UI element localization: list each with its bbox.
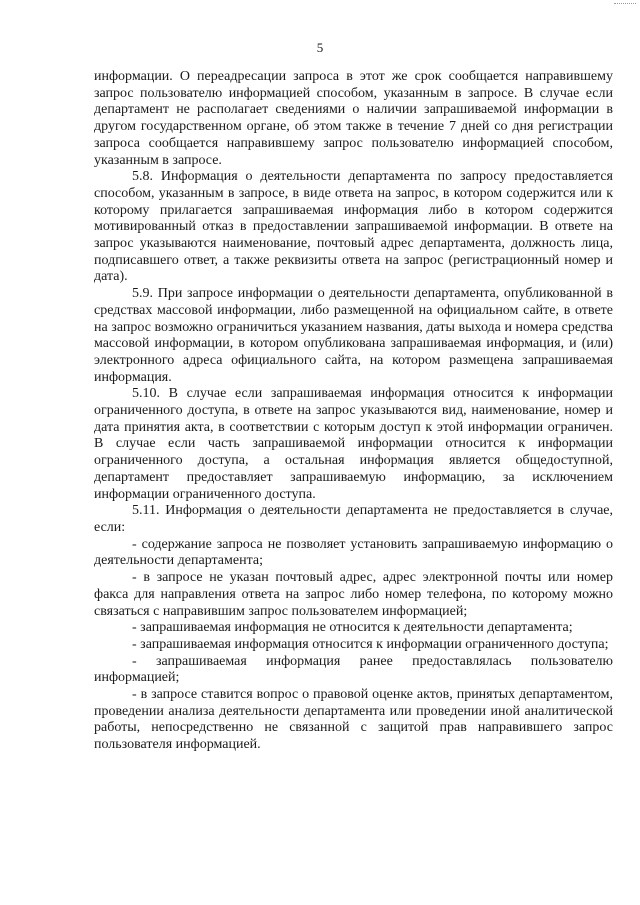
paragraph-continuation: информации. О переадресации запроса в этот же срок сообщается направившему запрос пользователю информацией способом, указанным в запросе. В случае если департамент не располагает сведениями о наличии запрашиваемой информации в другом государственном органе, об этом также в течение 7 дней со дня регистрации запроса сообщается направившему запрос пользователю информацией способом, указанным в запросе.: [94, 69, 613, 168]
list-item: - запрашиваемая информация относится к информации ограниченного доступа;: [132, 636, 609, 652]
list-item: - в запросе не указан почтовый адрес, адрес электронной почты или номер факса для направления ответа на запрос либо номер телефона, по которому можно связаться с направившим запрос пользователем информацией;: [94, 570, 613, 619]
paragraph-5-10: 5.10. В случае если запрашиваемая информация относится к информации ограниченного доступа, в ответе на запрос указываются вид, наименование, номер и дата принятия акта, в соответствии с которым доступ к этой информации ограничен. В случае если часть запрашиваемой информации относится к информации ограниченного доступа, а остальная информация является общедоступной, департамент предоставляет запрашиваемую информацию, за исключением информации ограниченного доступа.: [94, 386, 613, 502]
paragraph-5-8: 5.8. Информация о деятельности департамента по запросу предоставляется способом, указанным в запросе, в виде ответа на запрос, в котором содержится или к которому прилагается запрашиваемая информация либо в котором содержится мотивированный отказ в предоставлении запрашиваемой информации. В ответе на запрос указываются наименование, почтовый адрес департамента, должность лица, подписавшего ответ, а также реквизиты ответа на запрос (регистрационный номер и дата).: [94, 169, 613, 285]
paragraph-5-9: 5.9. При запросе информации о деятельности департамента, опубликованной в средствах массовой информации, либо размещенной на официальном сайте, в ответе на запрос возможно ограничиться указанием названия, даты выхода и номера средства массовой информации, в котором опубликована запрашиваемая информация, и (или) электронного адреса официального сайта, на котором размещена запрашиваемая информация.: [94, 286, 613, 385]
list-item: - запрашиваемая информация ранее предоставлялась пользователю информацией;: [94, 653, 613, 686]
list-item: - запрашиваемая информация не относится к деятельности департамента;: [132, 620, 573, 636]
page-number: 5: [316, 40, 324, 55]
scan-artifact: [614, 3, 636, 6]
paragraph-5-11: 5.11. Информация о деятельности департамента не предоставляется в случае, если:: [94, 503, 613, 535]
list-item: - в запросе ставится вопрос о правовой оценке актов, принятых департаментом, проведении анализа деятельности департамента или проведении иной аналитической работы, непосредственно не связанной с защитой прав направившего запрос пользователя информацией.: [94, 687, 613, 753]
list-item: - содержание запроса не позволяет установить запрашиваемую информацию о деятельности департамента;: [94, 536, 613, 569]
document-body: [94, 69, 613, 754]
